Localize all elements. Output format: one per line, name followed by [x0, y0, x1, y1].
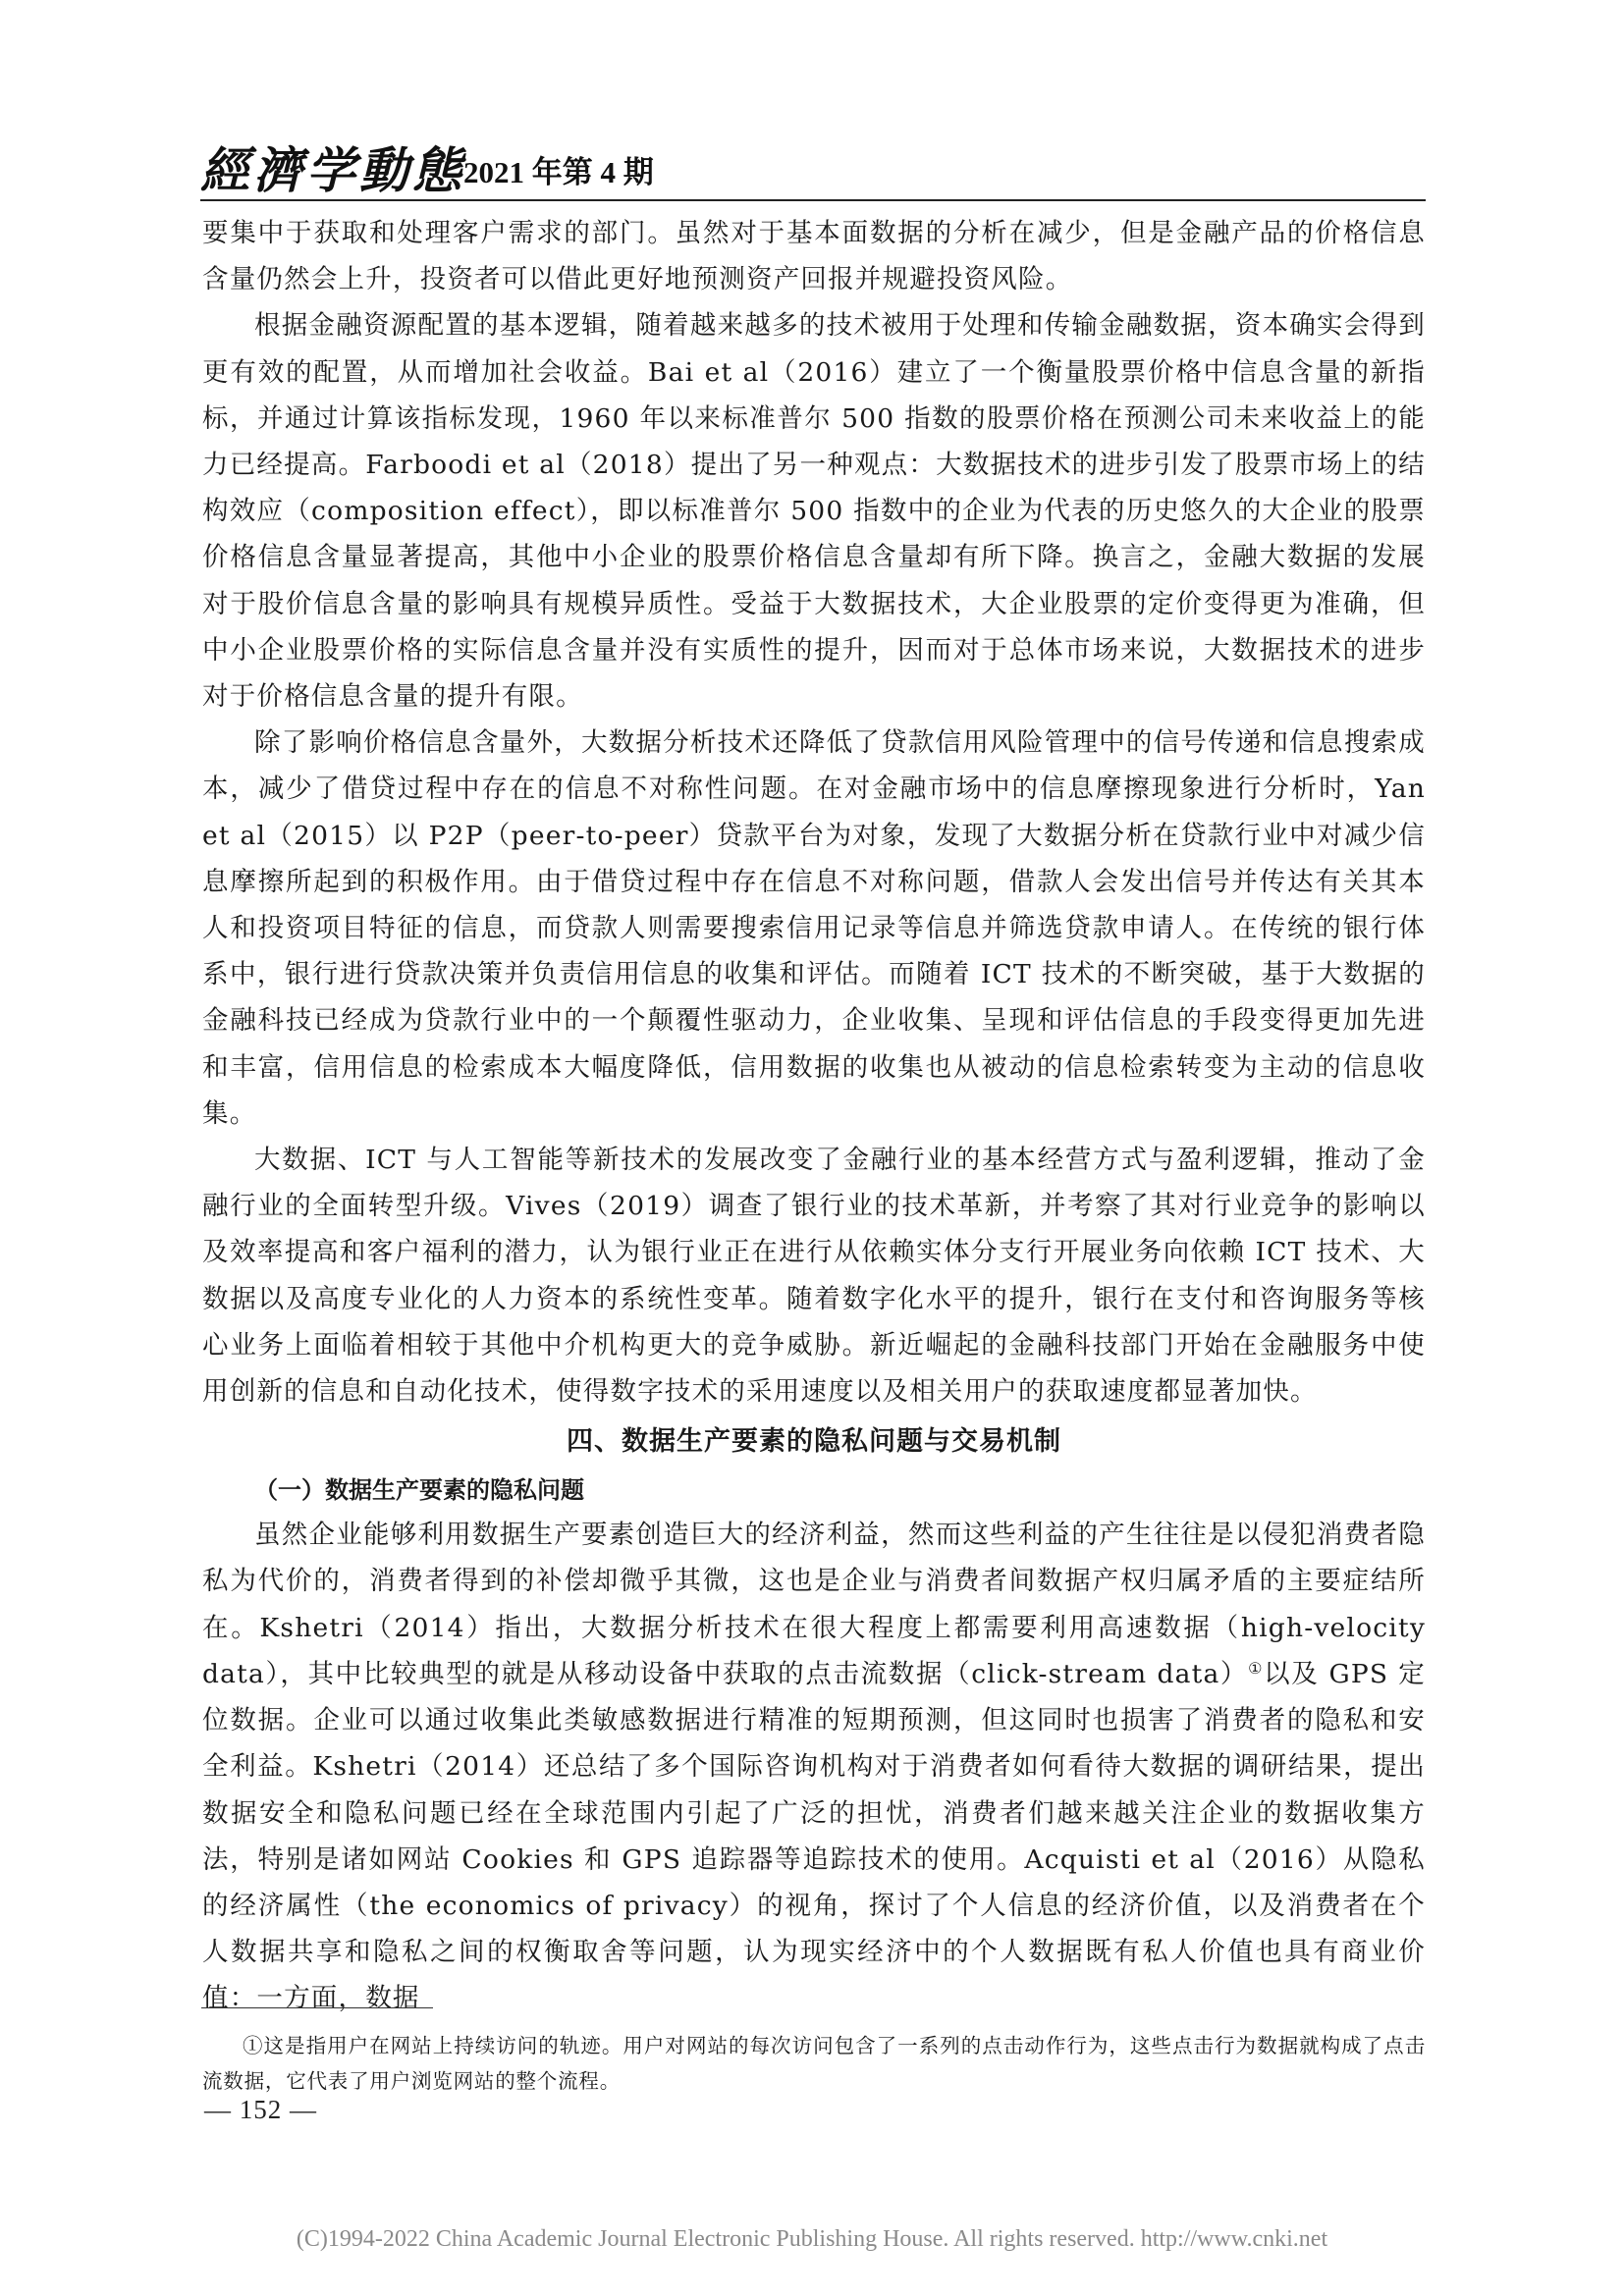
paragraph-1: 要集中于获取和处理客户需求的部门。虽然对于基本面数据的分析在减少，但是金融产品的价格信息含量仍然会上升，投资者可以借此更好地预测资产回报并规避投资风险。: [202, 218, 1426, 295]
section-title: 四、数据生产要素的隐私问题与交易机制: [567, 1426, 1061, 1458]
header-rule: [200, 199, 1426, 201]
footnote-rule: [201, 2007, 433, 2008]
issue-label: 2021 年第 4 期: [463, 155, 654, 189]
copyright-notice: (C)1994-2022 China Academic Journal Electronic Publishing House. All rights reserved. http://www.cnki.net: [296, 2226, 1328, 2252]
subsection-title: （一）数据生产要素的隐私问题: [254, 1476, 584, 1505]
page-header: [200, 141, 1428, 199]
footnote-marker[interactable]: ①: [1248, 1658, 1265, 1678]
footnote: ①这是指用户在网站上持续访问的轨迹。用户对网站的每次访问包含了一系列的点击动作行为，这些点击行为数据就构成了点击流数据，它代表了用户浏览网站的整个流程。: [202, 2034, 1426, 2093]
paragraph-4: 大数据、ICT 与人工智能等新技术的发展改变了金融行业的基本经营方式与盈利逻辑，推动了金融行业的全面转型升级。Vives（2019）调查了银行业的技术革新，并考察了其对行业竞争的影响以及效率提高和客户福利的潜力，认为银行业正在进行从依赖实体分支行开展业务向依赖 ICT 技术、大数据以及高度专业化的人力资本的系统性变革。随着数字化水平的提升，银行在支付和咨询服务等核心业务上面临着相较于其他中介机构更大的竞争威胁。新近崛起的金融科技部门开始在金融服务中使用创新的信息和自动化技术，使得数字技术的采用速度以及相关用户的获取速度都显著加快。: [202, 1145, 1426, 1408]
page-number: — 152 —: [204, 2095, 317, 2124]
paragraph-5-text-b: 以及 GPS 定位数据。企业可以通过收集此类敏感数据进行精准的短期预测，但这同时也损害了消费者的隐私和安全利益。Kshetri（2014）还总结了多个国际咨询机构对于消费者如何看待大数据的调研结果，提出数据安全和隐私问题已经在全球范围内引起了广泛的担忧，消费者们越来越关注企业的数据收集方法，特别是诸如网站 Cookies 和 GPS 追踪器等追踪技术的使用。Acquisti et al（2016）从隐私的经济属性（the economics of privacy）的视角，探讨了个人信息的经济价值，以及消费者在个人数据共享和隐私之间的权衡取舍等问题，认为现实经济中的个人数据既有私人价值也具有商业价值：一方面，数据: [202, 1658, 1426, 2014]
paragraph-2: 根据金融资源配置的基本逻辑，随着越来越多的技术被用于处理和传输金融数据，资本确实会得到更有效的配置，从而增加社会收益。Bai et al（2016）建立了一个衡量股票价格中信息含量的新指标，并通过计算该指标发现，1960 年以来标准普尔 500 指数的股票价格在预测公司未来收益上的能力已经提高。Farboodi et al（2018）提出了另一种观点：大数据技术的进步引发了股票市场上的结构效应（composition effect），即以标准普尔 500 指数中的企业为代表的历史悠久的大企业的股票价格信息含量显著提高，其他中小企业的股票价格信息含量却有所下降。换言之，金融大数据的发展对于股价信息含量的影响具有规模异质性。受益于大数据技术，大企业股票的定价变得更为准确，但中小企业股票价格的实际信息含量并没有实质性的提升，因而对于总体市场来说，大数据技术的进步对于价格信息含量的提升有限。: [202, 310, 1426, 713]
paragraph-5-text-a: 虽然企业能够利用数据生产要素创造巨大的经济利益，然而这些利益的产生往往是以侵犯消费者隐私为代价的，消费者得到的补偿却微乎其微，这也是企业与消费者间数据产权归属矛盾的主要症结所在。Kshetri（2014）指出，大数据分析技术在很大程度上都需要利用高速数据（high-velocity data），其中比较典型的就是从移动设备中获取的点击流数据（click-stream data）: [202, 1520, 1426, 1689]
paragraph-5: [202, 1512, 1426, 2021]
article-body: [202, 210, 1426, 2022]
paragraph-3: 除了影响价格信息含量外，大数据分析技术还降低了贷款信用风险管理中的信号传递和信息搜索成本，减少了借贷过程中存在的信息不对称性问题。在对金融市场中的信息摩擦现象进行分析时，Yan et al（2015）以 P2P（peer-to-peer）贷款平台为对象，发现了大数据分析在贷款行业中对减少信息摩擦所起到的积极作用。由于借贷过程中存在信息不对称问题，借款人会发出信号并传达有关其本人和投资项目特征的信息，而贷款人则需要搜索信用记录等信息并筛选贷款申请人。在传统的银行体系中，银行进行贷款决策并负责信用信息的收集和评估。而随着 ICT 技术的不断突破，基于大数据的金融科技已经成为贷款行业中的一个颠覆性驱动力，企业收集、呈现和评估信息的手段变得更加先进和丰富，信用信息的检索成本大幅度降低，信用数据的收集也从被动的信息检索转变为主动的信息收集。: [202, 727, 1426, 1129]
journal-logo: 經濟学動態: [200, 141, 465, 199]
